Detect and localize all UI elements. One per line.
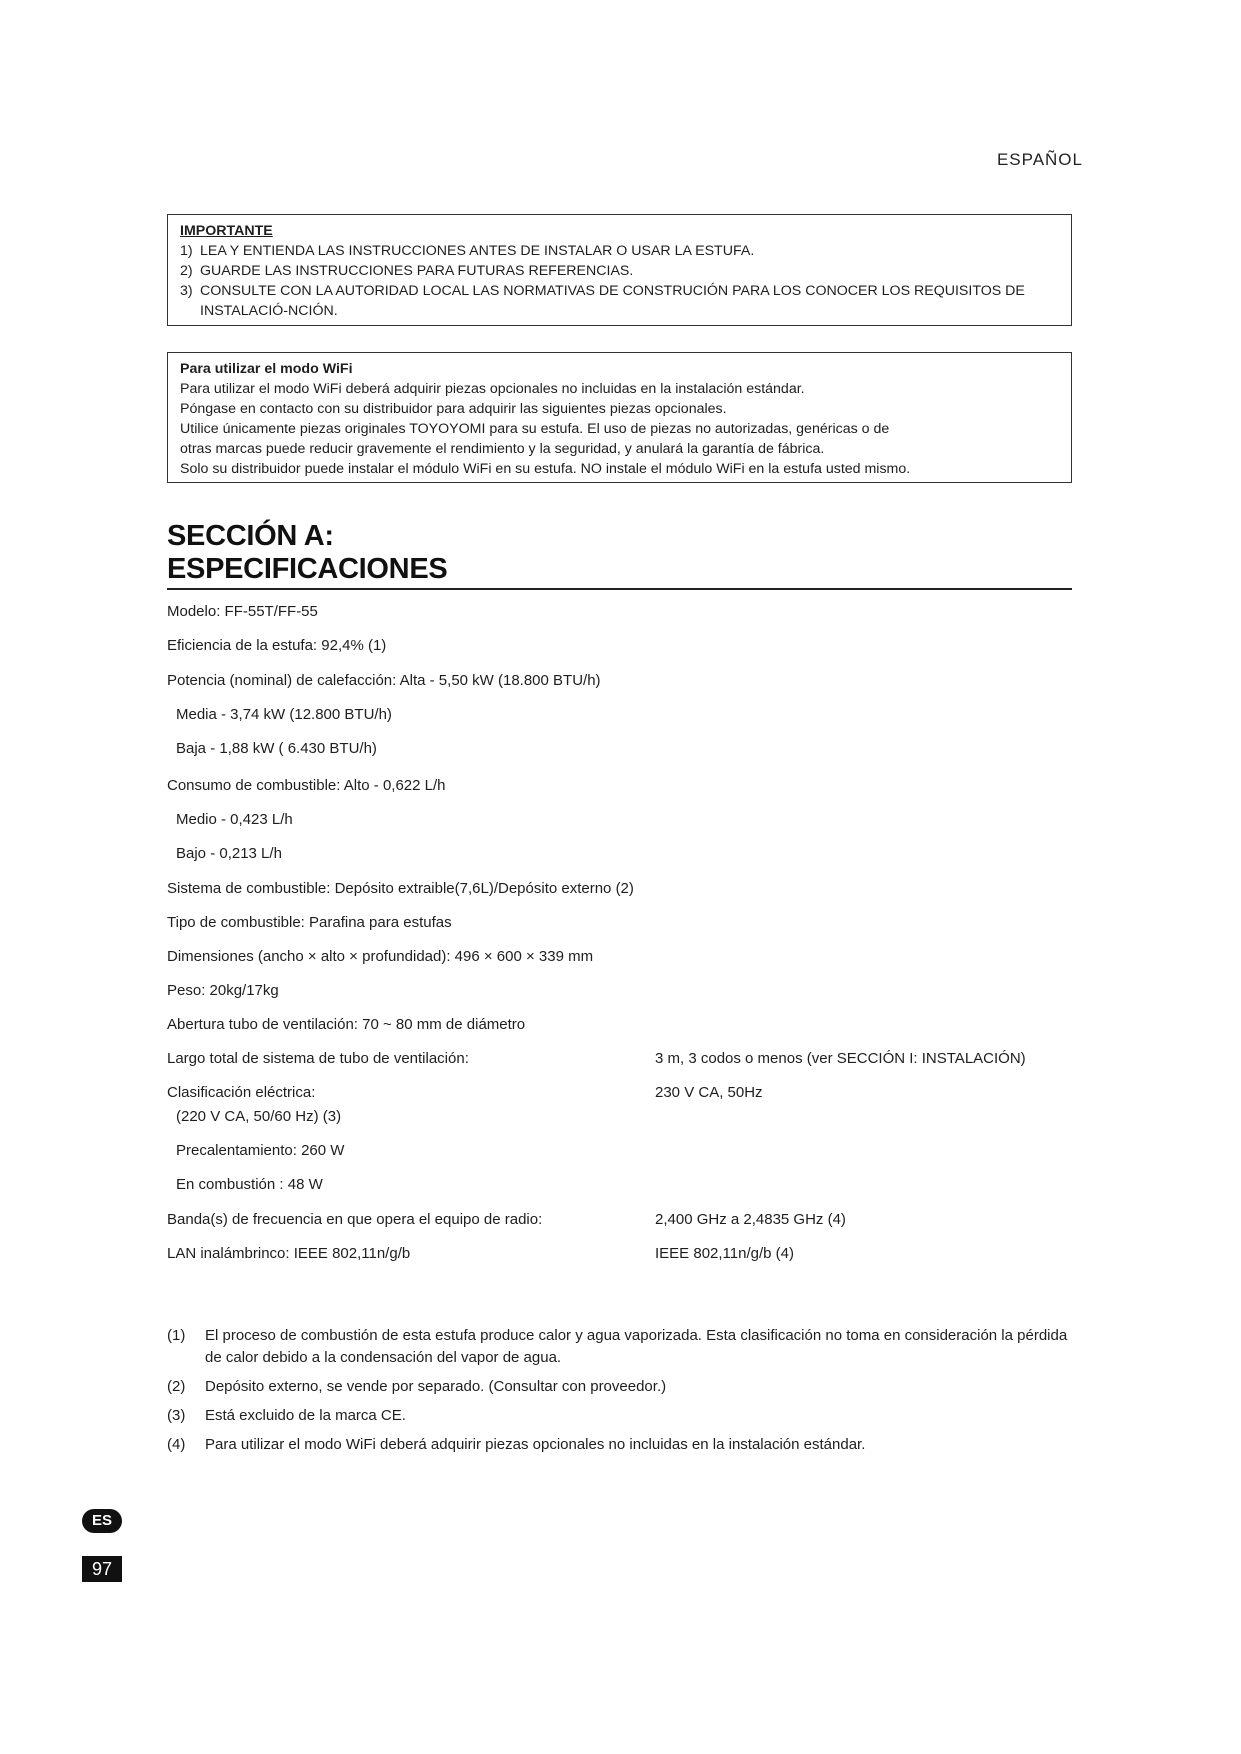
spec-consumo: Consumo de combustible: Alto - 0,622 L/h [167, 777, 446, 794]
important-item-text: LEA Y ENTIENDA LAS INSTRUCCIONES ANTES DE INSTALAR O USAR LA ESTUFA. [200, 243, 755, 259]
spec-banda-label: Banda(s) de frecuencia en que opera el equipo de radio: [167, 1211, 543, 1228]
important-item [180, 281, 1059, 321]
spec-clasificacion-label: Clasificación eléctrica: [167, 1084, 316, 1101]
language-header: ESPAÑOL [996, 150, 1083, 169]
spec-largo-value: 3 m, 3 codos o menos (ver SECCIÓN I: INSTALACIÓN) [655, 1050, 1026, 1067]
footnote [167, 1325, 1072, 1369]
wifi-title: Para utilizar el modo WiFi [180, 361, 353, 377]
spec-lan-label: LAN inalámbrinco: IEEE 802,11n/g/b [167, 1245, 411, 1262]
important-item-text: CONSULTE CON LA AUTORIDAD LOCAL LAS NORMATIVAS DE CONSTRUCIÓN PARA LOS CONOCER LOS REQUISITOS DE INSTALACIÓ-NCIÓN. [200, 283, 1025, 319]
important-item-text: GUARDE LAS INSTRUCCIONES PARA FUTURAS REFERENCIAS. [200, 263, 634, 279]
important-item-number: 2) [180, 263, 193, 279]
spec-sistema: Sistema de combustible: Depósito extraible(7,6L)/Depósito externo (2) [167, 880, 634, 897]
spec-eficiencia: Eficiencia de la estufa: 92,4% (1) [167, 637, 387, 654]
footnote-number: (3) [167, 1407, 186, 1424]
spec-consumo-medio: Medio - 0,423 L/h [176, 811, 293, 828]
important-title: IMPORTANTE [180, 223, 273, 239]
spec-abertura: Abertura tubo de ventilación: 70 ~ 80 mm de diámetro [167, 1016, 526, 1033]
footnote [167, 1434, 1072, 1456]
section-title-line1: SECCIÓN A: [167, 520, 334, 552]
footnote-number: (2) [167, 1378, 186, 1395]
spec-precalentamiento: Precalentamiento: 260 W [176, 1142, 345, 1159]
spec-consumo-bajo: Bajo - 0,213 L/h [176, 845, 282, 862]
footnotes [167, 1325, 1072, 1463]
page-number: 97 [82, 1556, 122, 1582]
important-item [180, 261, 1059, 281]
wifi-line: Póngase en contacto con su distribuidor para adquirir las siguientes piezas opcionales. [180, 401, 727, 417]
wifi-line: Solo su distribuidor puede instalar el módulo WiFi en su estufa. NO instale el módulo WiFi en la estufa usted mismo. [180, 461, 911, 477]
wifi-notice-box [167, 352, 1072, 483]
section-title-line2: ESPECIFICACIONES [167, 553, 448, 585]
important-item-number: 3) [180, 283, 193, 299]
spec-lan-value: IEEE 802,11n/g/b (4) [655, 1245, 794, 1262]
spec-tipo: Tipo de combustible: Parafina para estufas [167, 914, 452, 931]
spec-clasificacion-sub: (220 V CA, 50/60 Hz) (3) [176, 1108, 342, 1125]
section-title [167, 520, 1072, 590]
footnote-text: Está excluido de la marca CE. [205, 1407, 406, 1424]
footnote [167, 1376, 1072, 1398]
spec-banda-value: 2,400 GHz a 2,4835 GHz (4) [655, 1211, 846, 1228]
language-badge: ES [82, 1509, 122, 1533]
footnote-text: Depósito externo, se vende por separado. (Consultar con proveedor.) [205, 1378, 667, 1395]
spec-clasificacion-value: 230 V CA, 50Hz [655, 1084, 763, 1101]
footnote-number: (1) [167, 1327, 186, 1344]
wifi-line: Utilice únicamente piezas originales TOYOYOMI para su estufa. El uso de piezas no autorizadas, genéricas o de [180, 421, 890, 437]
footnote-text: El proceso de combustión de esta estufa produce calor y agua vaporizada. Esta clasificación no toma en consideración la pérdida de calor debido a la condensación del vapor de agua. [205, 1327, 1068, 1366]
important-item-number: 1) [180, 243, 193, 259]
spec-potencia-media: Media - 3,74 kW (12.800 BTU/h) [176, 706, 392, 723]
spec-largo-label: Largo total de sistema de tubo de ventilación: [167, 1050, 469, 1067]
footnote-number: (4) [167, 1436, 186, 1453]
important-notice-box [167, 214, 1072, 326]
spec-potencia-baja: Baja - 1,88 kW ( 6.430 BTU/h) [176, 740, 377, 757]
spec-modelo: Modelo: FF-55T/FF-55 [167, 603, 318, 620]
important-item [180, 241, 1059, 261]
spec-dimensiones: Dimensiones (ancho × alto × profundidad): 496 × 600 × 339 mm [167, 948, 594, 965]
spec-combustion: En combustión : 48 W [176, 1176, 323, 1193]
footnote [167, 1405, 1072, 1427]
spec-peso: Peso: 20kg/17kg [167, 982, 279, 999]
footnote-text: Para utilizar el modo WiFi deberá adquirir piezas opcionales no incluidas en la instalación estándar. [205, 1436, 866, 1453]
wifi-line: otras marcas puede reducir gravemente el rendimiento y la seguridad, y anulará la garantía de fábrica. [180, 441, 825, 457]
wifi-line: Para utilizar el modo WiFi deberá adquirir piezas opcionales no incluidas en la instalación estándar. [180, 381, 805, 397]
spec-potencia: Potencia (nominal) de calefacción: Alta - 5,50 kW (18.800 BTU/h) [167, 672, 601, 689]
